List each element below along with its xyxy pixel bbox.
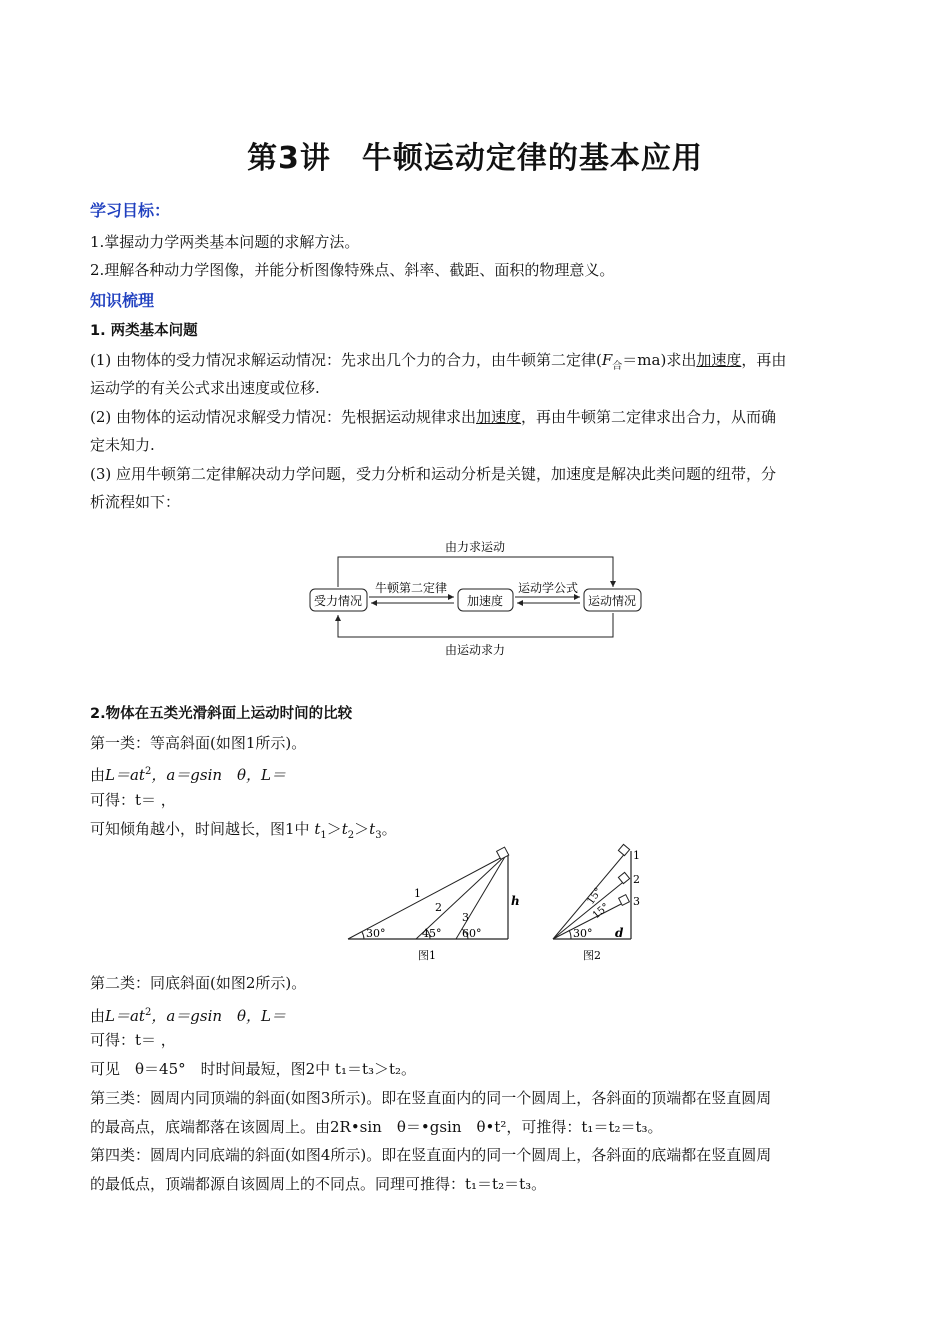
fig1-height-label: h [511,894,520,908]
fig2-angle-15b: 15° [590,901,612,922]
fig1-label-2: 2 [435,901,442,914]
page-title: 第3讲 牛顿运动定律的基本应用 [247,141,703,176]
case1-l2-a: 由 [90,766,106,784]
case2-l2-a: 由 [90,1007,106,1025]
p1-force-subscript: 合 [612,361,623,372]
flow-box-force-label: 受力情况 [313,594,363,608]
p1-text-a: (1) 由物体的受力情况求解运动情况：先求出几个力的合力，由牛顿第二定律( [90,351,602,369]
fig2-angle-30: 30° [573,927,593,940]
case2-line1: 第二类：同底斜面(如图2所示)。 [90,974,307,992]
case1-t1-sub: 1 [320,830,327,841]
fig2-caption: 图2 [583,949,601,962]
p2-underlined: 加速度 [476,408,522,426]
p2-text-a: (2) 由物体的运动情况求解受力情况：先根据运动规律求出 [90,408,477,426]
case1-l2-exp: 2 [144,766,152,777]
case1-t3: t [369,820,376,838]
case3-line2: 的最高点，底端都落在该圆周上。由2R•sin θ＝•gsin θ•t²，可推得：t₁＝t₂＝t₃。 [90,1118,663,1136]
flow-bottom-arrow [338,613,613,637]
case1-gt1: ＞ [326,820,342,838]
flow-bottom-label: 由运动求力 [444,643,506,657]
case1-t1: t [314,820,321,838]
case1-end: 。 [381,820,397,838]
p1-equation: ＝ma)求出 [622,351,697,369]
case1-line3: 可得：t＝ ， [90,791,176,809]
case2-line3: 可得：t＝ ， [90,1031,176,1049]
flow-box-acceleration-label: 加速度 [466,594,504,608]
section1-p3-line1: (3) 应用牛顿第二定律解决动力学问题，受力分析和运动分析是关键，加速度是解决此类问题的纽带，分 [90,465,777,483]
case2-l2-exp: 2 [144,1007,152,1018]
section1-p3-line2: 析流程如下： [90,493,181,511]
section1-heading: 1. 两类基本问题 [90,323,198,339]
p1-underlined: 加速度 [696,351,742,369]
fig2-base-label: d [615,926,624,940]
analysis-flow-diagram [300,535,650,660]
fig1-label-1: 1 [414,887,421,900]
fig2-label-3: 3 [633,895,640,908]
p1-text-b: ，再由 [741,351,787,369]
case1-t2: t [341,820,348,838]
p1-force-symbol: F [601,351,613,369]
figure-2-equal-base-slopes [545,843,655,968]
section1-p2-line1 [90,403,870,432]
section1-p1-line2: 运动学的有关公式求出速度或位移. [90,379,320,397]
fig1-angle-60: 60° [462,927,482,940]
section1-p2-line2: 定未知力. [90,436,155,454]
goal-item-1: 1.掌握动力学两类基本问题的求解方法。 [90,233,360,251]
fig2-label-1: 1 [633,849,640,862]
case1-t3-sub: 3 [375,830,382,841]
case1-line1: 第一类：等高斜面(如图1所示)。 [90,734,307,752]
case1-gt2: ＞ [354,820,370,838]
flow-box-motion-label: 运动情况 [587,594,637,608]
goal-item-2: 2.理解各种动力学图像，并能分析图像特殊点、斜率、截距、面积的物理意义。 [90,261,615,279]
flow-arrow-2-label: 运动学公式 [517,581,579,595]
knowledge-heading: 知识梳理 [90,291,155,310]
case4-line2: 的最低点，顶端都源自该圆周上的不同点。同理可推得：t₁＝t₂＝t₃。 [90,1175,547,1193]
case2-l2-formula: L＝at [105,1007,145,1025]
case1-l2-formula: L＝at [105,766,145,784]
fig1-label-3: 3 [462,911,469,924]
case4-line1: 第四类：圆周内同底端的斜面(如图4所示)。即在竖直面内的同一个圆周上，各斜面的底端都在竖直圆周 [90,1146,772,1164]
fig2-label-2: 2 [633,873,640,886]
flow-arrow-1-label: 牛顿第二定律 [374,581,448,595]
case1-t2-sub: 2 [347,830,355,841]
case2-l2-rest: ，a＝gsin θ，L＝ [151,1007,287,1025]
flow-top-label: 由力求运动 [444,540,506,554]
section2-heading: 2.物体在五类光滑斜面上运动时间的比较 [90,706,353,722]
case3-line1: 第三类：圆周内同顶端的斜面(如图3所示)。即在竖直面内的同一个圆周上，各斜面的顶端都在竖直圆周 [90,1089,772,1107]
fig1-caption: 图1 [418,949,436,962]
p2-text-b: ，再由牛顿第二定律求出合力，从而确 [521,408,777,426]
fig2-angle-15a: 15° [585,885,605,907]
figure-1-equal-height-slopes [340,843,520,968]
fig1-angle-45: 45° [422,927,442,940]
case2-line4: 可见 θ＝45° 时时间最短，图2中 t₁＝t₃＞t₂。 [90,1060,417,1078]
case1-l2-rest: ，a＝gsin θ，L＝ [151,766,287,784]
goals-heading: 学习目标： [90,201,171,220]
fig1-angle-30: 30° [366,927,386,940]
case1-l4-text: 可知倾角越小，时间越长，图1中 [90,820,315,838]
